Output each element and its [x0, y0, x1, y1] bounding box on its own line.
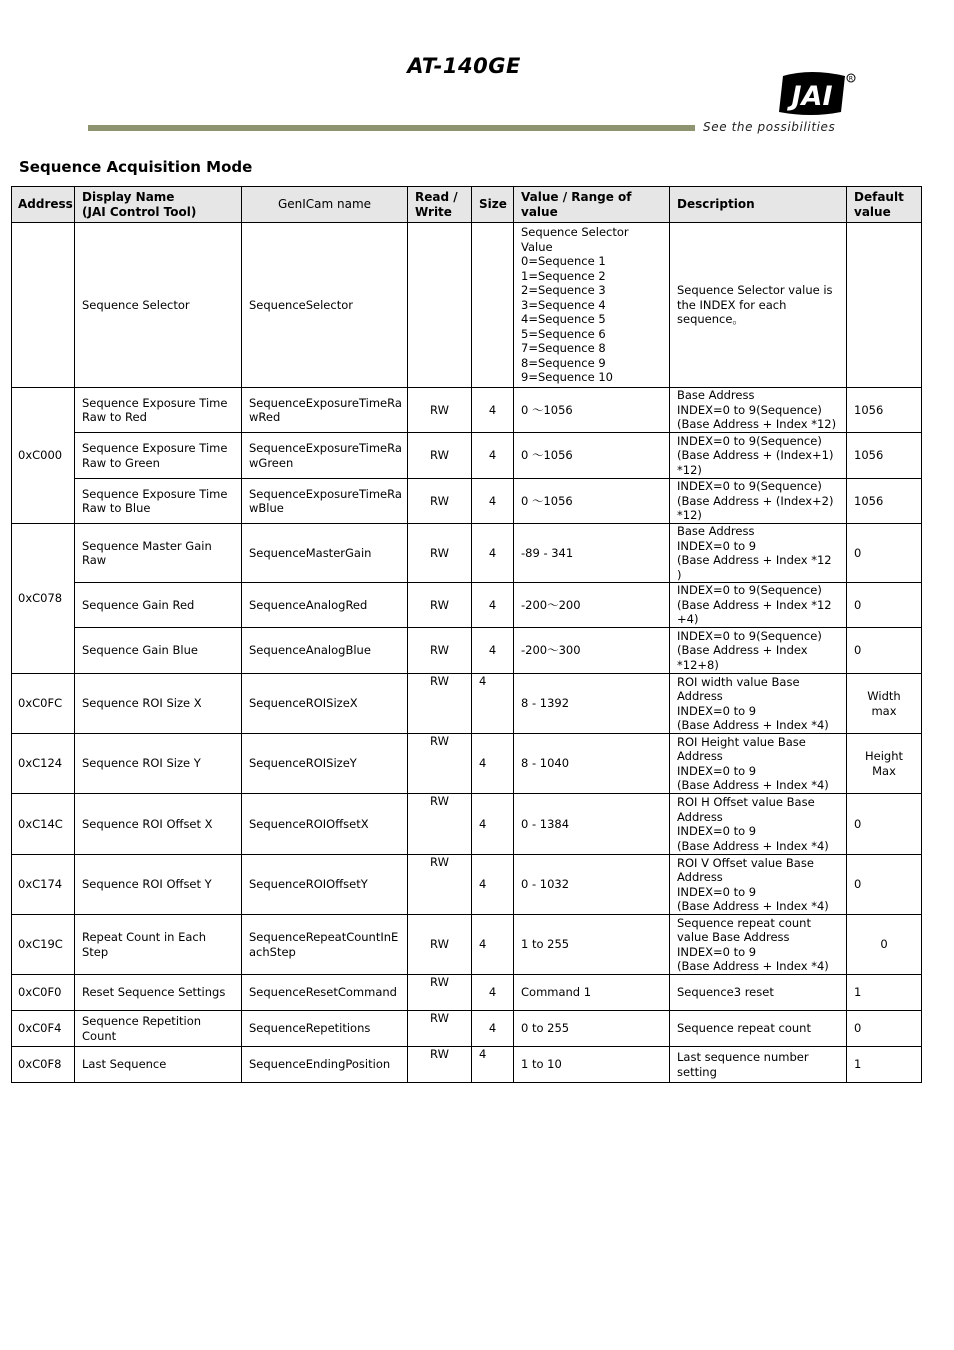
table-row	[12, 734, 922, 794]
table-row	[12, 223, 922, 388]
table-row	[12, 794, 922, 855]
description-cell: ROI H Offset value Base Address INDEX=0 to 9 (Base Address + Index *4)	[670, 794, 847, 855]
default-cell: 0	[847, 915, 922, 975]
range-cell: -200～300	[514, 628, 670, 674]
description-cell: ROI Height value Base Address INDEX=0 to 9 (Base Address + Index *4)	[670, 734, 847, 794]
jai-logo	[777, 70, 857, 118]
display-name-cell: Sequence Exposure Time Raw to Red	[75, 388, 242, 433]
table-row	[12, 1047, 922, 1083]
display-name-cell: Sequence ROI Size X	[75, 674, 242, 734]
rw-cell: RW	[408, 975, 472, 1011]
range-cell: -200～200	[514, 583, 670, 628]
header-display-name: Display Name (JAI Control Tool)	[75, 187, 242, 223]
display-name-cell: Sequence Repetition Count	[75, 1011, 242, 1047]
display-name-cell: Repeat Count in Each Step	[75, 915, 242, 975]
address-cell: 0xC124	[12, 734, 75, 794]
range-cell: 0 to 255	[514, 1011, 670, 1047]
genicam-name-cell: SequenceSelector	[242, 223, 408, 388]
rw-cell: RW	[408, 915, 472, 975]
address-cell: 0xC174	[12, 855, 75, 915]
display-name-cell: Sequence ROI Size Y	[75, 734, 242, 794]
description-cell: INDEX=0 to 9(Sequence) (Base Address + Index *12 +4)	[670, 583, 847, 628]
rw-cell: RW	[408, 794, 472, 855]
table-row	[12, 433, 922, 479]
display-name-cell: Reset Sequence Settings	[75, 975, 242, 1011]
default-cell: 0	[847, 1011, 922, 1047]
display-name-cell: Sequence Master Gain Raw	[75, 524, 242, 583]
size-cell: 4	[472, 975, 514, 1011]
display-name-cell: Sequence ROI Offset Y	[75, 855, 242, 915]
default-cell: 0	[847, 855, 922, 915]
rw-cell: RW	[408, 524, 472, 583]
size-cell: 4	[472, 628, 514, 674]
default-cell: 1056	[847, 388, 922, 433]
address-cell: 0xC078	[12, 524, 75, 674]
range-cell: 1 to 10	[514, 1047, 670, 1083]
default-cell: 0	[847, 628, 922, 674]
description-cell: Base Address INDEX=0 to 9 (Base Address + Index *12 )	[670, 524, 847, 583]
svg-text:R: R	[848, 75, 854, 83]
range-cell: 8 - 1392	[514, 674, 670, 734]
rw-cell: RW	[408, 855, 472, 915]
default-cell: 0	[847, 794, 922, 855]
size-cell: 4	[472, 583, 514, 628]
table-row	[12, 975, 922, 1011]
display-name-cell: Sequence Exposure Time Raw to Green	[75, 433, 242, 479]
header-range: Value / Range of value	[514, 187, 670, 223]
size-cell: 4	[472, 1047, 514, 1083]
genicam-name-cell: SequenceROISizeX	[242, 674, 408, 734]
table-row	[12, 479, 922, 524]
rw-cell: RW	[408, 734, 472, 794]
display-name-cell: Sequence Exposure Time Raw to Blue	[75, 479, 242, 524]
description-cell: INDEX=0 to 9(Sequence) (Base Address + (Index+1) *12)	[670, 433, 847, 479]
description-cell: ROI V Offset value Base Address INDEX=0 to 9 (Base Address + Index *4)	[670, 855, 847, 915]
range-cell: 0 ～1056	[514, 388, 670, 433]
size-cell: 4	[472, 734, 514, 794]
header-default-value: Default value	[847, 187, 922, 223]
rw-cell	[408, 223, 472, 388]
table-row	[12, 855, 922, 915]
rw-cell: RW	[408, 479, 472, 524]
address-cell: 0xC14C	[12, 794, 75, 855]
header-rule	[88, 125, 695, 131]
range-cell: Sequence Selector Value 0=Sequence 1 1=Sequence 2 2=Sequence 3 3=Sequence 4 4=Sequence 5 5=Sequence 6 7=Sequence 8 8=Sequence 9 9=Sequence 10	[514, 223, 670, 388]
header-description: Description	[670, 187, 847, 223]
range-cell: -89 - 341	[514, 524, 670, 583]
default-cell: 1	[847, 975, 922, 1011]
range-cell: 0 - 1384	[514, 794, 670, 855]
description-cell: ROI width value Base Address INDEX=0 to 9 (Base Address + Index *4)	[670, 674, 847, 734]
address-cell: 0xC0FC	[12, 674, 75, 734]
sequence-register-table	[11, 186, 922, 1083]
genicam-name-cell: SequenceAnalogBlue	[242, 628, 408, 674]
genicam-name-cell: SequenceResetCommand	[242, 975, 408, 1011]
description-cell: INDEX=0 to 9(Sequence) (Base Address + Index *12+8)	[670, 628, 847, 674]
document-title: AT-140GE	[407, 54, 521, 78]
display-name-cell: Last Sequence	[75, 1047, 242, 1083]
table-row	[12, 1011, 922, 1047]
default-cell: Height Max	[847, 734, 922, 794]
rw-cell: RW	[408, 433, 472, 479]
address-cell: 0xC000	[12, 388, 75, 524]
range-cell: 1 to 255	[514, 915, 670, 975]
size-cell: 4	[472, 855, 514, 915]
genicam-name-cell: SequenceEndingPosition	[242, 1047, 408, 1083]
size-cell: 4	[472, 433, 514, 479]
header-read-write: Read / Write	[408, 187, 472, 223]
size-cell: 4	[472, 915, 514, 975]
range-cell: 0 ～1056	[514, 479, 670, 524]
address-cell: 0xC19C	[12, 915, 75, 975]
rw-cell: RW	[408, 1047, 472, 1083]
description-cell: Sequence Selector value is the INDEX for each sequence。	[670, 223, 847, 388]
default-cell: 1	[847, 1047, 922, 1083]
description-cell: INDEX=0 to 9(Sequence) (Base Address + (Index+2) *12)	[670, 479, 847, 524]
genicam-name-cell: SequenceROIOffsetX	[242, 794, 408, 855]
genicam-name-cell: SequenceROIOffsetY	[242, 855, 408, 915]
default-cell: 0	[847, 583, 922, 628]
rw-cell: RW	[408, 628, 472, 674]
genicam-name-cell: SequenceROISizeY	[242, 734, 408, 794]
table-row	[12, 388, 922, 433]
description-cell: Base Address INDEX=0 to 9(Sequence) (Base Address + Index *12)	[670, 388, 847, 433]
header-genicam-name: GenICam name	[242, 187, 408, 223]
table-row	[12, 583, 922, 628]
table-header-row	[12, 187, 922, 223]
section-title: Sequence Acquisition Mode	[19, 158, 253, 176]
range-cell: Command 1	[514, 975, 670, 1011]
genicam-name-cell: SequenceMasterGain	[242, 524, 408, 583]
genicam-name-cell: SequenceExposureTimeRa wRed	[242, 388, 408, 433]
size-cell: 4	[472, 479, 514, 524]
description-cell: Sequence repeat count value Base Address INDEX=0 to 9 (Base Address + Index *4)	[670, 915, 847, 975]
size-cell: 4	[472, 674, 514, 734]
range-cell: 8 - 1040	[514, 734, 670, 794]
size-cell	[472, 223, 514, 388]
default-cell: 1056	[847, 479, 922, 524]
table-row	[12, 915, 922, 975]
display-name-cell: Sequence Gain Red	[75, 583, 242, 628]
tagline: See the possibilities	[703, 120, 836, 134]
rw-cell: RW	[408, 388, 472, 433]
svg-text:JAI: JAI	[791, 81, 833, 112]
size-cell: 4	[472, 794, 514, 855]
default-cell: Width max	[847, 674, 922, 734]
size-cell: 4	[472, 524, 514, 583]
genicam-name-cell: SequenceAnalogRed	[242, 583, 408, 628]
display-name-cell: Sequence Selector	[75, 223, 242, 388]
table-row	[12, 674, 922, 734]
rw-cell: RW	[408, 1011, 472, 1047]
genicam-name-cell: SequenceRepetitions	[242, 1011, 408, 1047]
range-cell: 0 - 1032	[514, 855, 670, 915]
table-row	[12, 628, 922, 674]
default-cell	[847, 223, 922, 388]
header-size: Size	[472, 187, 514, 223]
range-cell: 0 ～1056	[514, 433, 670, 479]
display-name-cell: Sequence Gain Blue	[75, 628, 242, 674]
rw-cell: RW	[408, 674, 472, 734]
table-row	[12, 524, 922, 583]
description-cell: Sequence repeat count	[670, 1011, 847, 1047]
address-cell: 0xC0F8	[12, 1047, 75, 1083]
default-cell: 1056	[847, 433, 922, 479]
display-name-cell: Sequence ROI Offset X	[75, 794, 242, 855]
rw-cell: RW	[408, 583, 472, 628]
size-cell: 4	[472, 388, 514, 433]
address-cell	[12, 223, 75, 388]
size-cell: 4	[472, 1011, 514, 1047]
description-cell: Last sequence number setting	[670, 1047, 847, 1083]
address-cell: 0xC0F4	[12, 1011, 75, 1047]
genicam-name-cell: SequenceExposureTimeRa wGreen	[242, 433, 408, 479]
description-cell: Sequence3 reset	[670, 975, 847, 1011]
default-cell: 0	[847, 524, 922, 583]
genicam-name-cell: SequenceRepeatCountInE achStep	[242, 915, 408, 975]
address-cell: 0xC0F0	[12, 975, 75, 1011]
header-address: Address	[12, 187, 75, 223]
genicam-name-cell: SequenceExposureTimeRa wBlue	[242, 479, 408, 524]
